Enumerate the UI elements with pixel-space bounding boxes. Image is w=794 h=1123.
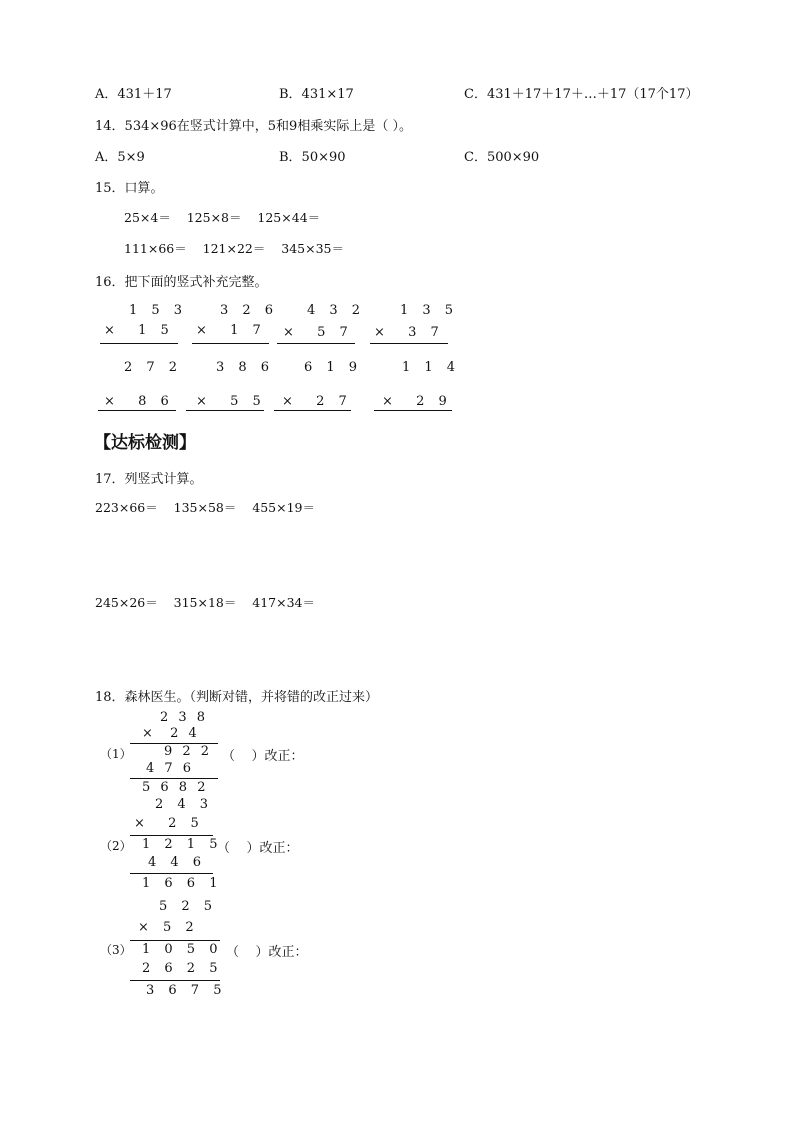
q14-question: 14．534×96在竖式计算中，5和9相乘实际上是（ ）。 <box>95 119 412 134</box>
line-5: 1 6 6 1 <box>142 876 223 891</box>
q18-correction-3: （ ）改正： <box>226 945 308 960</box>
underline <box>130 873 213 874</box>
underline <box>130 940 220 941</box>
multiplicand: 1 1 4 <box>402 360 461 375</box>
multiplier: × 1 5 <box>104 323 174 338</box>
q14-option-c: C．500×90 <box>464 150 540 165</box>
multiplicand: 3 8 6 <box>216 360 275 375</box>
multiplicand: 6 1 9 <box>304 360 363 375</box>
q16-title: 16．把下面的竖式补充完整。 <box>95 275 268 290</box>
q17-row-2: 245×26＝ 315×18＝ 417×34＝ <box>95 595 316 610</box>
multiplicand: 2 7 2 <box>124 360 183 375</box>
section-heading: 【达标检测】 <box>94 433 196 453</box>
underline <box>100 343 178 344</box>
line-3: 1 0 5 0 <box>142 942 223 957</box>
multiplier: × 3 7 <box>374 325 444 340</box>
line-1: 2 4 3 <box>155 797 214 812</box>
line-1: 5 2 5 <box>159 899 218 914</box>
q13-option-c: C．431＋17＋17＋…＋17（17个17） <box>464 87 699 102</box>
item-number: （3） <box>100 943 132 957</box>
line-2: × 2 4 <box>142 726 200 741</box>
q14-option-b: B．50×90 <box>279 150 346 165</box>
underline <box>130 835 213 836</box>
underline <box>277 343 355 344</box>
multiplier: × 2 9 <box>382 394 452 409</box>
q13-option-b: B．431×17 <box>279 87 354 102</box>
item-number: （1） <box>100 747 132 761</box>
line-4: 4 4 6 <box>148 855 207 870</box>
underline <box>374 410 452 411</box>
line-5: 3 6 7 5 <box>146 983 227 998</box>
underline <box>274 410 351 411</box>
q17-row-1: 223×66＝ 135×58＝ 455×19＝ <box>95 500 316 515</box>
q13-option-a: A．431＋17 <box>95 87 172 102</box>
line-4: 2 6 2 5 <box>142 961 223 976</box>
multiplier: × 5 7 <box>283 325 353 340</box>
underline <box>186 410 264 411</box>
multiplicand: 3 2 6 <box>220 303 279 318</box>
q15-row-1: 25×4＝ 125×8＝ 125×44＝ <box>124 210 321 225</box>
line-2: × 2 5 <box>134 816 204 831</box>
multiplier: × 1 7 <box>196 323 266 338</box>
multiplier: × 5 5 <box>196 394 266 409</box>
multiplier: × 8 6 <box>104 394 174 409</box>
underline <box>370 343 448 344</box>
multiplicand: 1 3 5 <box>400 303 459 318</box>
multiplicand: 1 5 3 <box>129 303 188 318</box>
line-3: 1 2 1 5 <box>142 837 223 852</box>
q15-row-2: 111×66＝ 121×22＝ 345×35＝ <box>124 241 345 256</box>
q15-title: 15．口算。 <box>95 181 164 196</box>
multiplier: × 2 7 <box>282 394 352 409</box>
q18-correction-1: （ ）改正： <box>222 749 304 764</box>
line-1: 2 3 8 <box>160 710 209 725</box>
underline <box>192 343 269 344</box>
line-2: × 5 2 <box>138 920 199 935</box>
underline <box>130 778 218 779</box>
underline <box>130 980 220 981</box>
line-3: 9 2 2 <box>164 744 213 759</box>
q17-title: 17．列竖式计算。 <box>95 472 203 487</box>
q18-title: 18．森林医生。（判断对错，并将错的改正过来） <box>95 690 379 705</box>
q18-correction-2: （ ）改正： <box>217 841 299 856</box>
q14-option-a: A．5×9 <box>95 150 145 165</box>
line-5: 5 6 8 2 <box>142 780 209 795</box>
line-4: 4 7 6 <box>146 761 195 776</box>
multiplicand: 4 3 2 <box>307 303 366 318</box>
item-number: （2） <box>100 839 132 853</box>
underline <box>98 410 176 411</box>
